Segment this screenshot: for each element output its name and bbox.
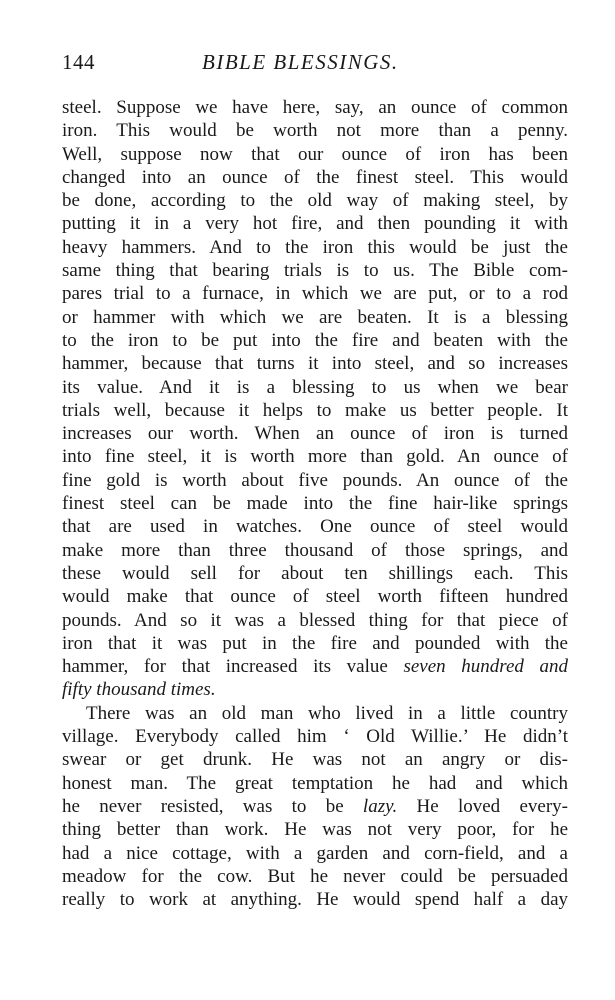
text-line: thing better than work. He was not very poor, for he (62, 819, 568, 841)
text-line: putting it in a very hot fire, and then pounding it with (62, 213, 568, 235)
text-line (62, 678, 568, 701)
text-line: pounds. And so it was a blessed thing for that piece of (62, 609, 568, 631)
italic-emphasis: fifty thousand times. (62, 679, 216, 701)
paragraph (62, 702, 568, 912)
text-line (62, 795, 568, 818)
text-line: to the iron to be put into the fire and beaten with the (62, 329, 568, 351)
text-line: that are used in watches. One ounce of steel would (62, 516, 568, 538)
text-line: these would sell for about ten shillings each. This (62, 562, 568, 584)
text-line: same thing that bearing trials is to us. The Bible com- (62, 260, 568, 282)
text-line: meadow for the cow. But he never could be persuaded (62, 865, 568, 887)
text-line: had a nice cottage, with a garden and corn-field, and a (62, 842, 568, 864)
text-line: be done, according to the old way of making steel, by (62, 190, 568, 212)
text-line: would make that ounce of steel worth fifteen hundred (62, 586, 568, 608)
text-line: trials well, because it helps to make us better people. It (62, 399, 568, 421)
text-line: its value. And it is a blessing to us when we bear (62, 376, 568, 398)
text-line: make more than three thousand of those springs, and (62, 539, 568, 561)
text-line: really to work at anything. He would spend half a day (62, 889, 568, 911)
text-line: iron. This would be worth not more than a penny. (62, 120, 568, 142)
text-line: swear or get drunk. He was not an angry or dis- (62, 749, 568, 771)
text-line: fine gold is worth about five pounds. An ounce of the (62, 469, 568, 491)
text-line: Well, suppose now that our ounce of iron has been (62, 143, 568, 165)
text-line: finest steel can be made into the fine hair-like springs (62, 493, 568, 515)
running-head: BIBLE BLESSINGS. (202, 50, 399, 74)
text-line: hammer, because that turns it into steel, and so increases (62, 353, 568, 375)
italic-emphasis: lazy. (362, 795, 398, 817)
page-number: 144 (62, 50, 95, 74)
body-text (62, 96, 568, 911)
text-line: pares trial to a furnace, in which we are put, or to a rod (62, 283, 568, 305)
text-line: village. Everybody called him ‘ Old Willie.’ He didn’t (62, 726, 568, 748)
paragraph (62, 96, 568, 702)
text-run: hammer, for that increased its value (62, 656, 404, 678)
italic-emphasis: seven hundred and (403, 656, 568, 678)
text-run: He loved every- (397, 795, 568, 817)
text-line: heavy hammers. And to the iron this would be just the (62, 236, 568, 258)
text-line: honest man. The great temptation he had and which (62, 772, 568, 794)
text-line: steel. Suppose we have here, say, an ounce of common (62, 97, 568, 118)
text-line: increases our worth. When an ounce of iron is turned (62, 423, 568, 445)
text-line (62, 655, 568, 678)
page-header (62, 47, 568, 79)
text-line: or hammer with which we are beaten. It is a blessing (62, 306, 568, 328)
text-line: There was an old man who lived in a little country (86, 702, 568, 724)
text-run: he never resisted, was to be (62, 795, 363, 817)
text-line: into fine steel, it is worth more than gold. An ounce of (62, 446, 568, 468)
text-line: changed into an ounce of the finest steel. This would (62, 166, 568, 188)
text-line: iron that it was put in the fire and pounded with the (62, 632, 568, 654)
